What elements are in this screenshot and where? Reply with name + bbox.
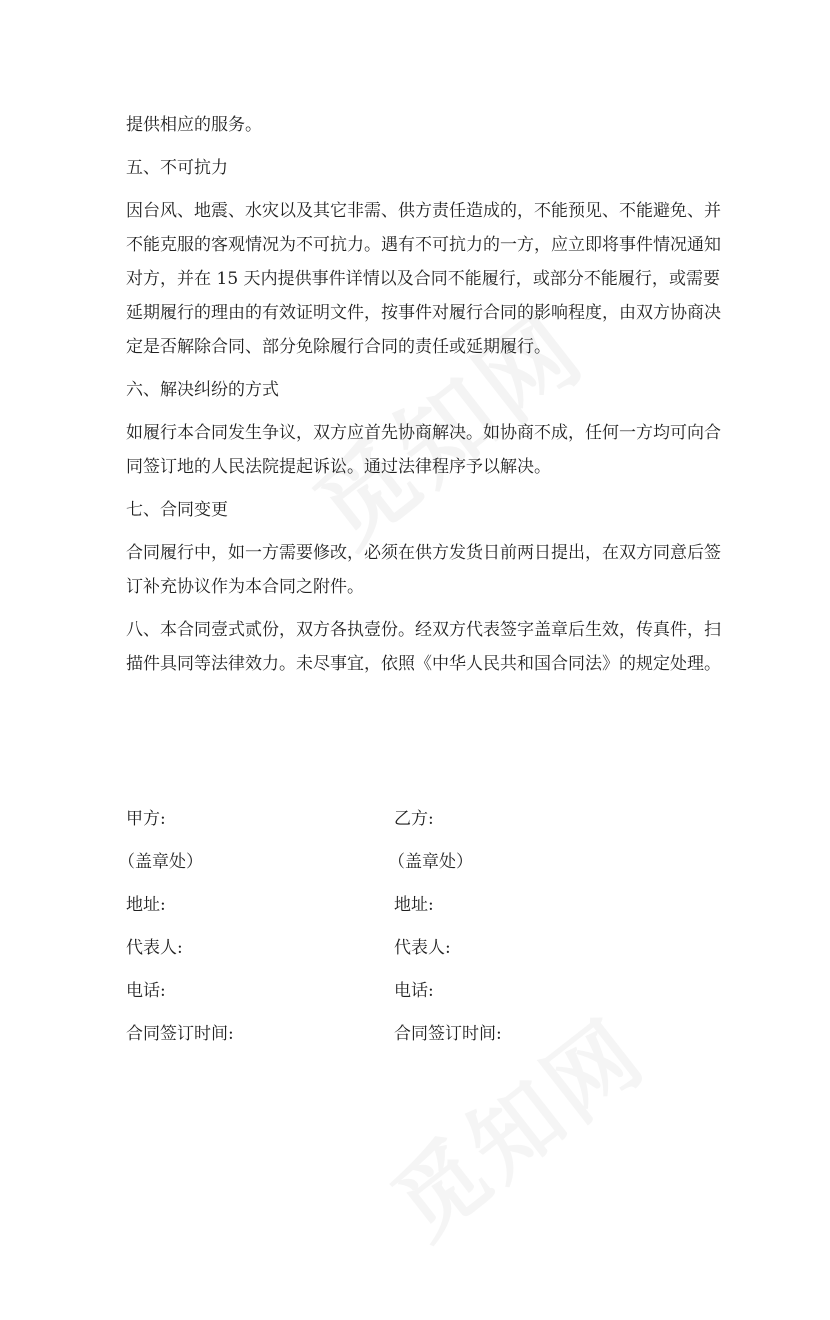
party-b-seal: （盖章处） [388, 852, 473, 872]
text-line: 不能克服的客观情况为不可抗力。遇有不可抗力的一方，应立即将事件情况通知 [126, 235, 721, 255]
party-a-seal: （盖章处） [118, 852, 203, 872]
text-line: 定是否解除合同、部分免除履行合同的责任或延期履行。 [126, 337, 551, 357]
intro-tail [126, 108, 720, 142]
party-b-phone: 电话: [394, 981, 434, 1001]
party-a-representative: 代表人: [126, 938, 183, 958]
text-line: 八、本合同壹式贰份，双方各执壹份。经双方代表签字盖章后生效，传真件，扫 [126, 620, 721, 640]
section-7-title [126, 493, 720, 527]
section-title: 五、不可抗力 [126, 158, 228, 178]
text-line: 如履行本合同发生争议，双方应首先协商解决。如协商不成，任何一方均可向合 [126, 423, 721, 443]
text-line: 订补充协议作为本合同之附件。 [126, 577, 364, 597]
section-title: 六、解决纠纷的方式 [126, 380, 279, 400]
party-a-label: 甲方: [126, 809, 166, 829]
signature-row-party [126, 802, 720, 845]
text-line: 同签订地的人民法院提起诉讼。通过法律程序予以解决。 [126, 457, 551, 477]
section-5-paragraph [126, 194, 720, 364]
contract-body [126, 108, 720, 690]
section-8-paragraph [126, 613, 720, 681]
party-b-address: 地址: [394, 895, 434, 915]
party-b-sign-time: 合同签订时间: [394, 1024, 502, 1044]
text-line: 提供相应的服务。 [126, 115, 262, 135]
signature-block [118, 802, 720, 1060]
party-a-sign-time: 合同签订时间: [126, 1024, 234, 1044]
text-line: 合同履行中，如一方需要修改，必须在供方发货日前两日提出，在双方同意后签 [126, 543, 721, 563]
party-a-address: 地址: [126, 895, 166, 915]
signature-row-sign-time [126, 1017, 720, 1060]
text-line: 对方，并在 15 天内提供事件详情以及合同不能履行，或部分不能履行，或需要 [126, 269, 720, 289]
section-5-title [126, 151, 720, 185]
party-b-representative: 代表人: [394, 938, 451, 958]
text-line: 延期履行的理由的有效证明文件，按事件对履行合同的影响程度，由双方协商决 [126, 303, 721, 323]
signature-row-representative [126, 931, 720, 974]
party-a-phone: 电话: [126, 981, 166, 1001]
text-line: 因台风、地震、水灾以及其它非需、供方责任造成的，不能预见、不能避免、并 [126, 201, 721, 221]
party-b-label: 乙方: [394, 809, 434, 829]
signature-row-seal [118, 845, 720, 888]
section-6-title [126, 373, 720, 407]
section-title: 七、合同变更 [126, 500, 228, 520]
section-6-paragraph [126, 416, 720, 484]
signature-row-phone [126, 974, 720, 1017]
section-7-paragraph [126, 536, 720, 604]
signature-row-address [126, 888, 720, 931]
text-line: 描件具同等法律效力。未尽事宜，依照《中华人民共和国合同法》的规定处理。 [126, 654, 721, 674]
